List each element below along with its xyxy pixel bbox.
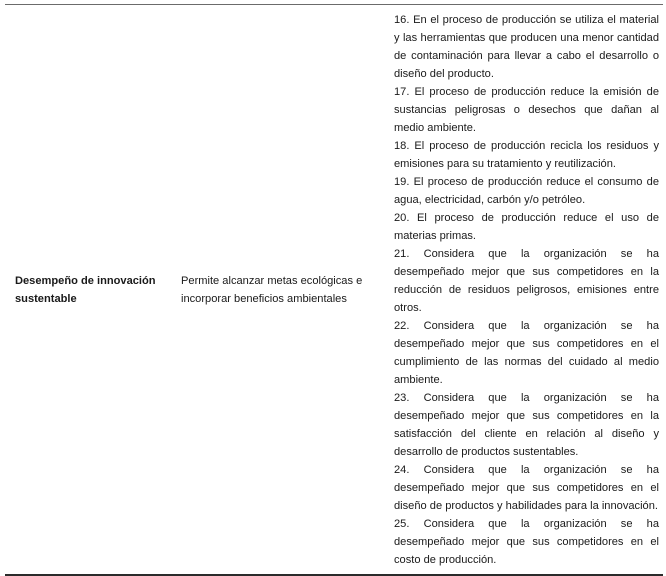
definition-cell: Permite alcanzar metas ecológicas e incorporar beneficios ambientales: [181, 274, 363, 305]
item-20: 20. El proceso de producción reduce el uso de materias primas.: [394, 212, 659, 242]
item-23: 23. Considera que la organización se ha desempeñado mejor que sus competidores en la satisfacción del cliente en relación al diseño y desarrollo de productos sustentables.: [394, 392, 659, 458]
variables-table: [5, 4, 663, 576]
item-18: 18. El proceso de producción recicla los residuos y emisiones para su tratamiento y reutilización.: [394, 140, 659, 170]
item-16: 16. En el proceso de producción se utiliza el material y las herramientas que producen una menor cantidad de contaminación para llevar a cabo el desarrollo o diseño del producto.: [394, 14, 659, 80]
items-cell: [389, 5, 663, 576]
item-25: 25. Considera que la organización se ha desempeñado mejor que sus competidores en el costo de producción.: [394, 518, 659, 566]
dimension-cell: Desempeño de innovación sustentable: [15, 274, 156, 305]
item-24: 24. Considera que la organización se ha desempeñado mejor que sus competidores en el diseño de productos y habilidades para la innovación.: [394, 464, 659, 512]
item-19: 19. El proceso de producción reduce el consumo de agua, electricidad, carbón y/o petróleo.: [394, 176, 659, 206]
table-row: [5, 5, 663, 576]
item-21: 21. Considera que la organización se ha desempeñado mejor que sus competidores en la reducción de residuos peligrosos, emisiones entre otros.: [394, 248, 659, 314]
item-17: 17. El proceso de producción reduce la emisión de sustancias peligrosas o desechos que dañan al medio ambiente.: [394, 86, 659, 134]
item-22: 22. Considera que la organización se ha desempeñado mejor que sus competidores en el cumplimiento de las normas del cuidado al medio ambiente.: [394, 320, 659, 386]
